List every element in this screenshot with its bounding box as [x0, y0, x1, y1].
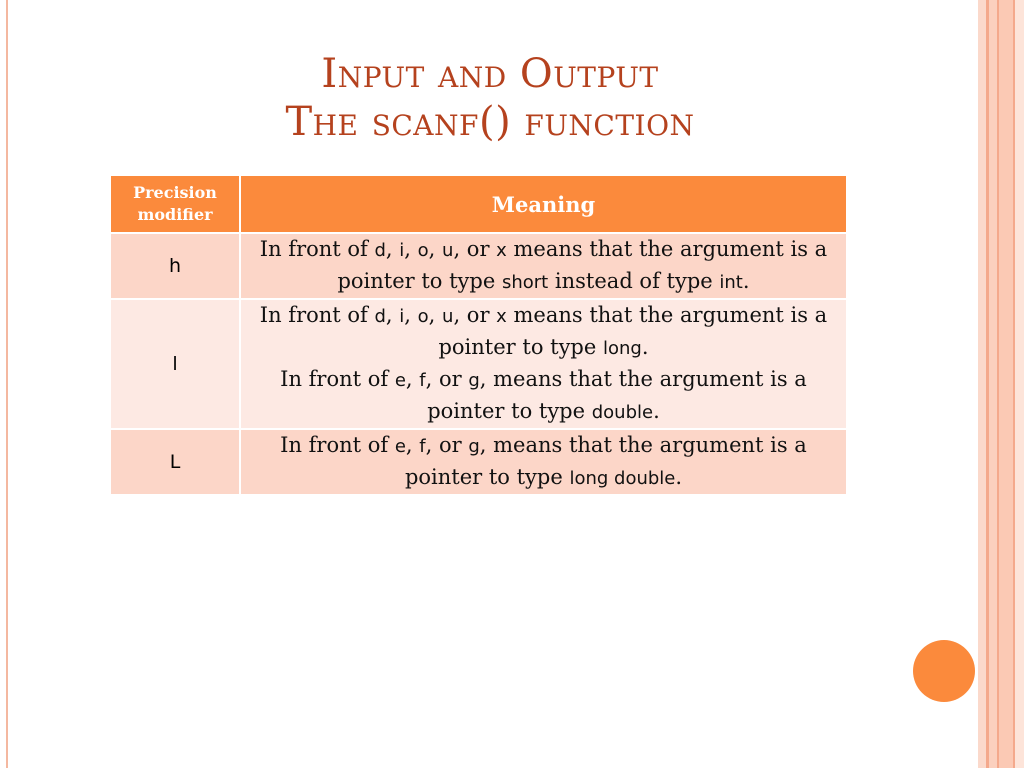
- meaning-text: , or: [453, 303, 497, 327]
- right-decor-stripe: [978, 0, 986, 768]
- meaning-text: In front of: [259, 237, 375, 261]
- meaning-paragraph: [241, 430, 846, 494]
- meaning-text: .: [742, 269, 750, 293]
- meaning-text: ,: [405, 367, 420, 391]
- code-token: u: [442, 240, 454, 261]
- meaning-paragraph: [241, 364, 846, 428]
- code-token: o: [417, 306, 429, 327]
- title-line-1: Input and Output: [321, 51, 659, 97]
- precision-modifier-table: [109, 174, 848, 496]
- meaning-text: .: [675, 465, 683, 489]
- code-token: d: [374, 306, 386, 327]
- meaning-text: instead of type: [548, 269, 720, 293]
- meaning-text: , or: [453, 237, 497, 261]
- meaning-text: , means that the argument is a pointer to type: [404, 433, 807, 489]
- meaning-text: In front of: [280, 433, 395, 457]
- code-token: int: [719, 272, 743, 293]
- meaning-paragraph: [241, 300, 846, 364]
- header-meaning: Meaning: [240, 175, 847, 233]
- code-token: x: [496, 306, 507, 327]
- table-row: [110, 299, 847, 429]
- code-token: i: [399, 240, 405, 261]
- code-token: e: [394, 436, 406, 457]
- right-decor-stripe: [999, 0, 1013, 768]
- accent-circle: [913, 640, 975, 702]
- meaning-text: .: [641, 335, 649, 359]
- table-row: [110, 429, 847, 495]
- meaning-text: ,: [428, 303, 443, 327]
- header-precision-modifier: Precision modifier: [110, 175, 240, 233]
- meaning-text: ,: [404, 237, 418, 261]
- right-decor-stripe: [1015, 0, 1024, 768]
- code-token: o: [417, 240, 429, 261]
- meaning-text: , or: [425, 367, 469, 391]
- code-token: i: [399, 306, 405, 327]
- table-header-row: [110, 175, 847, 233]
- code-token: double: [591, 402, 654, 423]
- meaning-text: In front of: [259, 303, 375, 327]
- meaning-text: , means that the argument is a pointer to type: [427, 367, 807, 423]
- code-token: f: [419, 370, 426, 391]
- meaning-text: ,: [385, 237, 400, 261]
- code-token: g: [468, 436, 480, 457]
- slide-title: [110, 50, 870, 146]
- meaning-text: means that the argument is a pointer to type: [438, 303, 828, 359]
- modifier-cell: L: [110, 429, 240, 495]
- title-line-2: The scanf() function: [285, 99, 695, 145]
- code-token: u: [442, 306, 454, 327]
- meaning-text: In front of: [280, 367, 395, 391]
- code-token: short: [501, 272, 549, 293]
- meaning-text: ,: [405, 433, 420, 457]
- meaning-text: , or: [425, 433, 469, 457]
- meaning-text: .: [653, 399, 660, 423]
- code-token: e: [394, 370, 406, 391]
- meaning-cell: [240, 429, 847, 495]
- meaning-text: means that the argument is a pointer to type: [337, 237, 828, 293]
- right-decor-stripe: [989, 0, 997, 768]
- modifier-cell: h: [110, 233, 240, 299]
- code-token: g: [468, 370, 480, 391]
- left-border-line: [6, 0, 8, 768]
- code-token: long double: [569, 468, 676, 489]
- code-token: f: [419, 436, 426, 457]
- meaning-paragraph: [241, 234, 846, 298]
- table-row: [110, 233, 847, 299]
- modifier-cell: l: [110, 299, 240, 429]
- code-token: d: [374, 240, 386, 261]
- meaning-cell: [240, 299, 847, 429]
- meaning-cell: [240, 233, 847, 299]
- code-token: x: [496, 240, 507, 261]
- code-token: long: [602, 338, 642, 359]
- meaning-text: ,: [385, 303, 400, 327]
- meaning-text: ,: [404, 303, 418, 327]
- meaning-text: ,: [428, 237, 443, 261]
